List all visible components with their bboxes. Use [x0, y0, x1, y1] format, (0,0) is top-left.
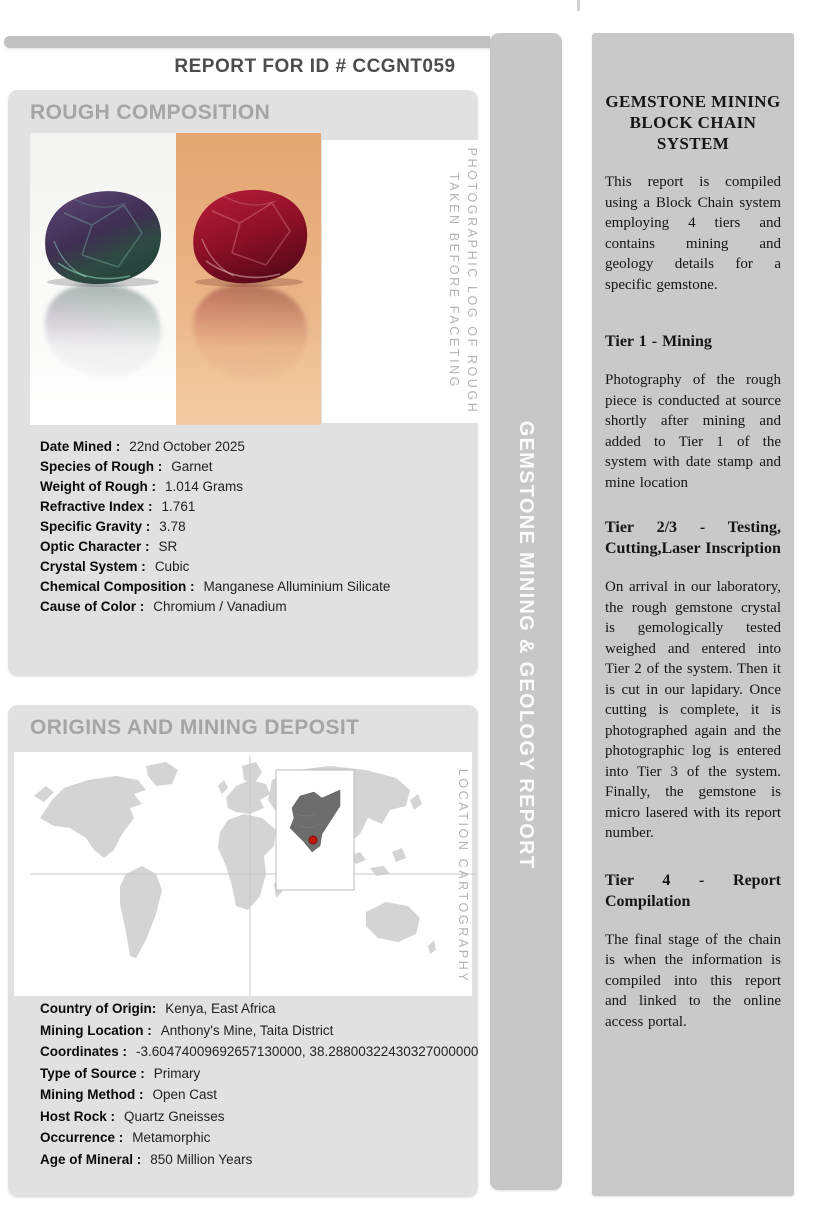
field-row: Chemical Composition : Manganese Alluminium Silicate: [40, 579, 391, 594]
field-row: Optic Character : SR: [40, 539, 178, 554]
field-row: Coordinates : -3.60474009692657130000, 38.28800322430327000000: [40, 1044, 479, 1059]
tier4-body: The final stage of the chain is when the information is compiled into this report and linked to the online access portal.: [605, 931, 781, 1030]
rough-photo-right: [176, 133, 321, 425]
tier23-body: On arrival in our laboratory, the rough gemstone crystal is gemologically tested weighed and entered into Tier 2 of the system. Then it is cut in our lapidary. Once cutting is complete, it is photographed again and the photographic log is entered into Tier 3 of the system. Finally, the gemstone is micro lasered with its report number.: [605, 579, 781, 841]
origins-title: ORIGINS AND MINING DEPOSIT: [30, 716, 360, 739]
field-row: Refractive Index : 1.761: [40, 499, 196, 514]
tier4-heading: Tier 4 - Report Compilation: [605, 871, 781, 910]
tier1-heading: Tier 1 - Mining: [605, 333, 712, 350]
rough-photo-left: [30, 133, 176, 425]
field-row: Host Rock : Quartz Gneisses: [40, 1108, 225, 1124]
tier23-heading: Tier 2/3 - Testing, Cutting,Laser Inscription: [605, 519, 781, 557]
field-row: Specific Gravity : 3.78: [40, 519, 186, 534]
rough-composition-section: [8, 90, 478, 676]
world-map: [30, 756, 476, 996]
page-fold-mark: [577, 0, 580, 11]
sidebar-title: GEMSTONE MINING BLOCK CHAIN SYSTEM: [605, 92, 781, 153]
field-row: Type of Source : Primary: [40, 1065, 201, 1081]
field-row: Age of Mineral : 850 Million Years: [40, 1151, 253, 1167]
rough-photos: [30, 133, 321, 425]
vertical-banner-text: GEMSTONE MINING & GEOLOGY REPORT: [515, 420, 537, 870]
field-row: Date Mined : 22nd October 2025: [40, 439, 245, 454]
tier1-body: Photography of the rough piece is conducted at source shortly after mining and added to Tier 1 of the system with date stamp and mine location: [605, 372, 781, 491]
field-row: Crystal System : Cubic: [40, 559, 190, 574]
top-bar: [4, 36, 490, 48]
photo-log-caption-line2: TAKEN BEFORE FACETING: [447, 172, 461, 390]
rough-composition-fields: [40, 437, 390, 617]
sidebar-intro: This report is compiled using a Block Chain system employing 4 tiers and contains mining and geology details for a specific gemstone.: [605, 174, 781, 293]
field-row: Occurrence : Metamorphic: [40, 1130, 211, 1145]
report-title: REPORT FOR ID # CCGNT059: [174, 56, 456, 77]
map-caption: LOCATION CARTOGRAPHY: [456, 768, 470, 984]
field-row: Mining Location : Anthony's Mine, Taita District: [40, 1022, 334, 1038]
field-row: Species of Rough : Garnet: [40, 459, 213, 474]
photo-log-caption: [445, 131, 481, 431]
field-row: Weight of Rough : 1.014 Grams: [40, 479, 244, 494]
location-map: [14, 752, 472, 996]
mine-location-marker: [309, 836, 317, 844]
blockchain-sidebar: [592, 33, 794, 1196]
vertical-banner: [490, 33, 562, 1190]
field-row: Cause of Color : Chromium / Vanadium: [40, 599, 287, 614]
photo-log-caption-line1: PHOTOGRAPHIC LOG OF ROUGH: [465, 147, 479, 415]
field-row: Mining Method : Open Cast: [40, 1087, 218, 1102]
field-row: Country of Origin: Kenya, East Africa: [40, 1001, 276, 1016]
origins-section: [8, 705, 478, 1197]
rough-composition-title: ROUGH COMPOSITION: [30, 101, 271, 124]
origins-fields: [40, 998, 478, 1170]
